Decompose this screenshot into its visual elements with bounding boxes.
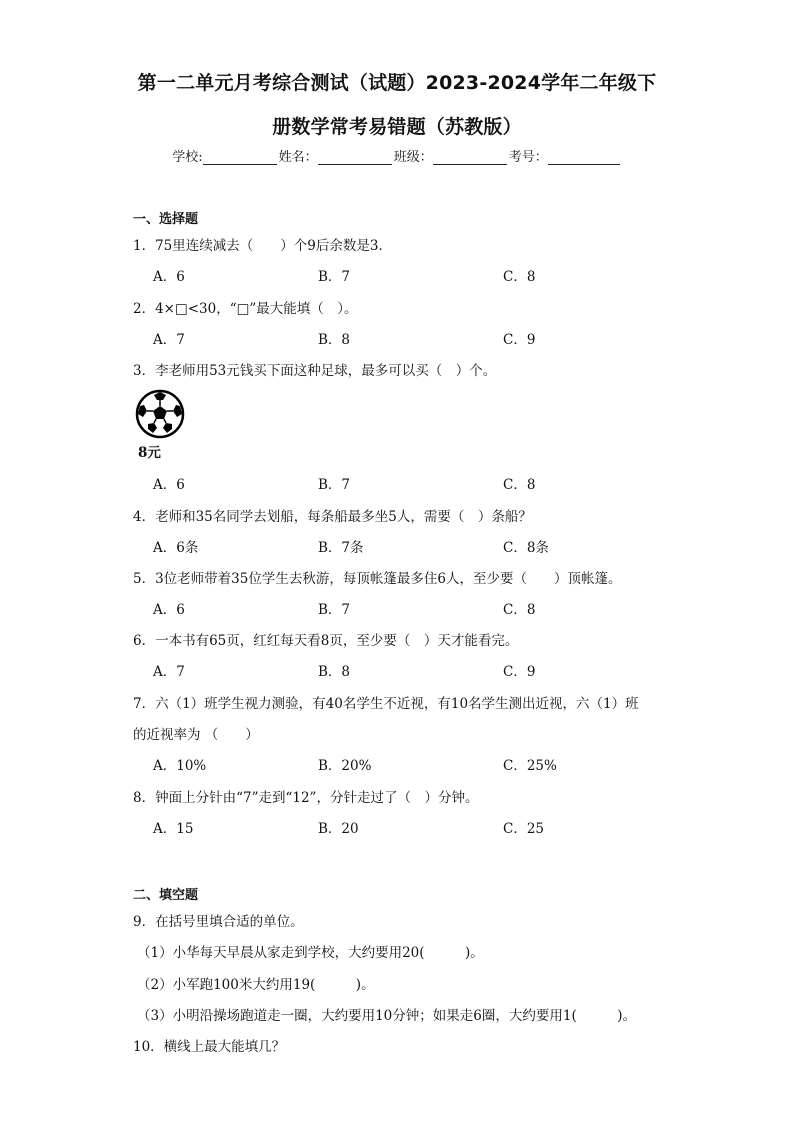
school-label: 学校: (172, 150, 203, 165)
question-3-option-b[interactable]: B．7 (318, 477, 351, 493)
question-10: 10．横线上最大能填几？ (133, 1039, 286, 1055)
question-4-option-b[interactable]: B．7条 (318, 540, 364, 556)
number-label: 考号： (508, 150, 548, 165)
student-info-line (0, 146, 794, 165)
question-2-option-b[interactable]: B．8 (318, 332, 351, 348)
question-1-option-b[interactable]: B．7 (318, 269, 351, 285)
question-5-option-c[interactable]: C．8 (503, 602, 536, 618)
soccer-ball-icon (135, 389, 185, 439)
question-8-option-a[interactable]: A．15 (153, 821, 194, 837)
question-2: 2．4×□<30，“□”最大能填（ ）。 (133, 301, 358, 317)
question-9-part-3: （3）小明沿操场跑道走一圈，大约要用10分钟；如果走6圈，大约要用1( )。 (137, 1008, 636, 1024)
number-blank[interactable] (548, 151, 620, 165)
question-8-option-b[interactable]: B．20 (318, 821, 359, 837)
question-6-option-b[interactable]: B．8 (318, 664, 351, 680)
section-choice-heading: 一、选择题 (133, 212, 199, 227)
question-7-continued: 的近视率为 （ ） (133, 727, 259, 743)
question-8: 8．钟面上分针由“7”走到“12”，分针走过了（ ）分钟。 (133, 790, 479, 806)
question-3: 3．李老师用53元钱买下面这种足球，最多可以买（ ）个。 (133, 363, 497, 379)
question-8-option-c[interactable]: C．25 (503, 821, 545, 837)
question-5: 5．3位老师带着35位学生去秋游，每顶帐篷最多住6人，至少要（ ）顶帐篷。 (133, 571, 622, 587)
question-7-option-c[interactable]: C．25% (503, 758, 557, 774)
question-1: 1．75里连续减去（ ）个9后余数是3． (133, 238, 392, 254)
title-line-2: 册数学常考易错题（苏教版） (272, 116, 522, 138)
question-6: 6．一本书有65页，红红每天看8页，至少要（ ）天才能看完。 (133, 633, 519, 649)
question-4-option-a[interactable]: A．6条 (153, 540, 199, 556)
question-3-option-a[interactable]: A．6 (153, 477, 185, 493)
question-9-part-2: （2）小军跑100米大约用19( )。 (137, 977, 375, 993)
class-blank[interactable] (433, 151, 507, 165)
section-fill-heading: 二、填空题 (133, 888, 199, 903)
question-5-option-a[interactable]: A．6 (153, 602, 185, 618)
question-2-option-a[interactable]: A．7 (153, 332, 185, 348)
question-7-option-b[interactable]: B．20% (318, 758, 372, 774)
question-9: 9．在括号里填合适的单位。 (133, 914, 304, 930)
name-label: 姓名： (278, 150, 318, 165)
question-4-option-c[interactable]: C．8条 (503, 540, 549, 556)
question-3-option-c[interactable]: C．8 (503, 477, 536, 493)
question-5-option-b[interactable]: B．7 (318, 602, 351, 618)
question-7: 7．六（1）班学生视力测验，有40名学生不近视，有10名学生测出近视，六（1）班 (133, 696, 639, 712)
question-1-option-a[interactable]: A．6 (153, 269, 185, 285)
class-label: 班级： (393, 150, 433, 165)
question-9-part-1: （1）小华每天早晨从家走到学校，大约要用20( )。 (137, 945, 484, 961)
question-7-option-a[interactable]: A．10% (153, 758, 207, 774)
question-6-option-c[interactable]: C．9 (503, 664, 536, 680)
school-blank[interactable] (203, 151, 277, 165)
title-line-1: 第一二单元月考综合测试（试题）2023-2024学年二年级下 (137, 72, 657, 94)
question-2-option-c[interactable]: C．9 (503, 332, 536, 348)
question-1-option-c[interactable]: C．8 (503, 269, 536, 285)
ball-price-label: 8元 (138, 445, 161, 461)
name-blank[interactable] (318, 151, 392, 165)
question-6-option-a[interactable]: A．7 (153, 664, 185, 680)
question-4: 4．老师和35名同学去划船，每条船最多坐5人，需要（ ）条船？ (133, 509, 532, 525)
